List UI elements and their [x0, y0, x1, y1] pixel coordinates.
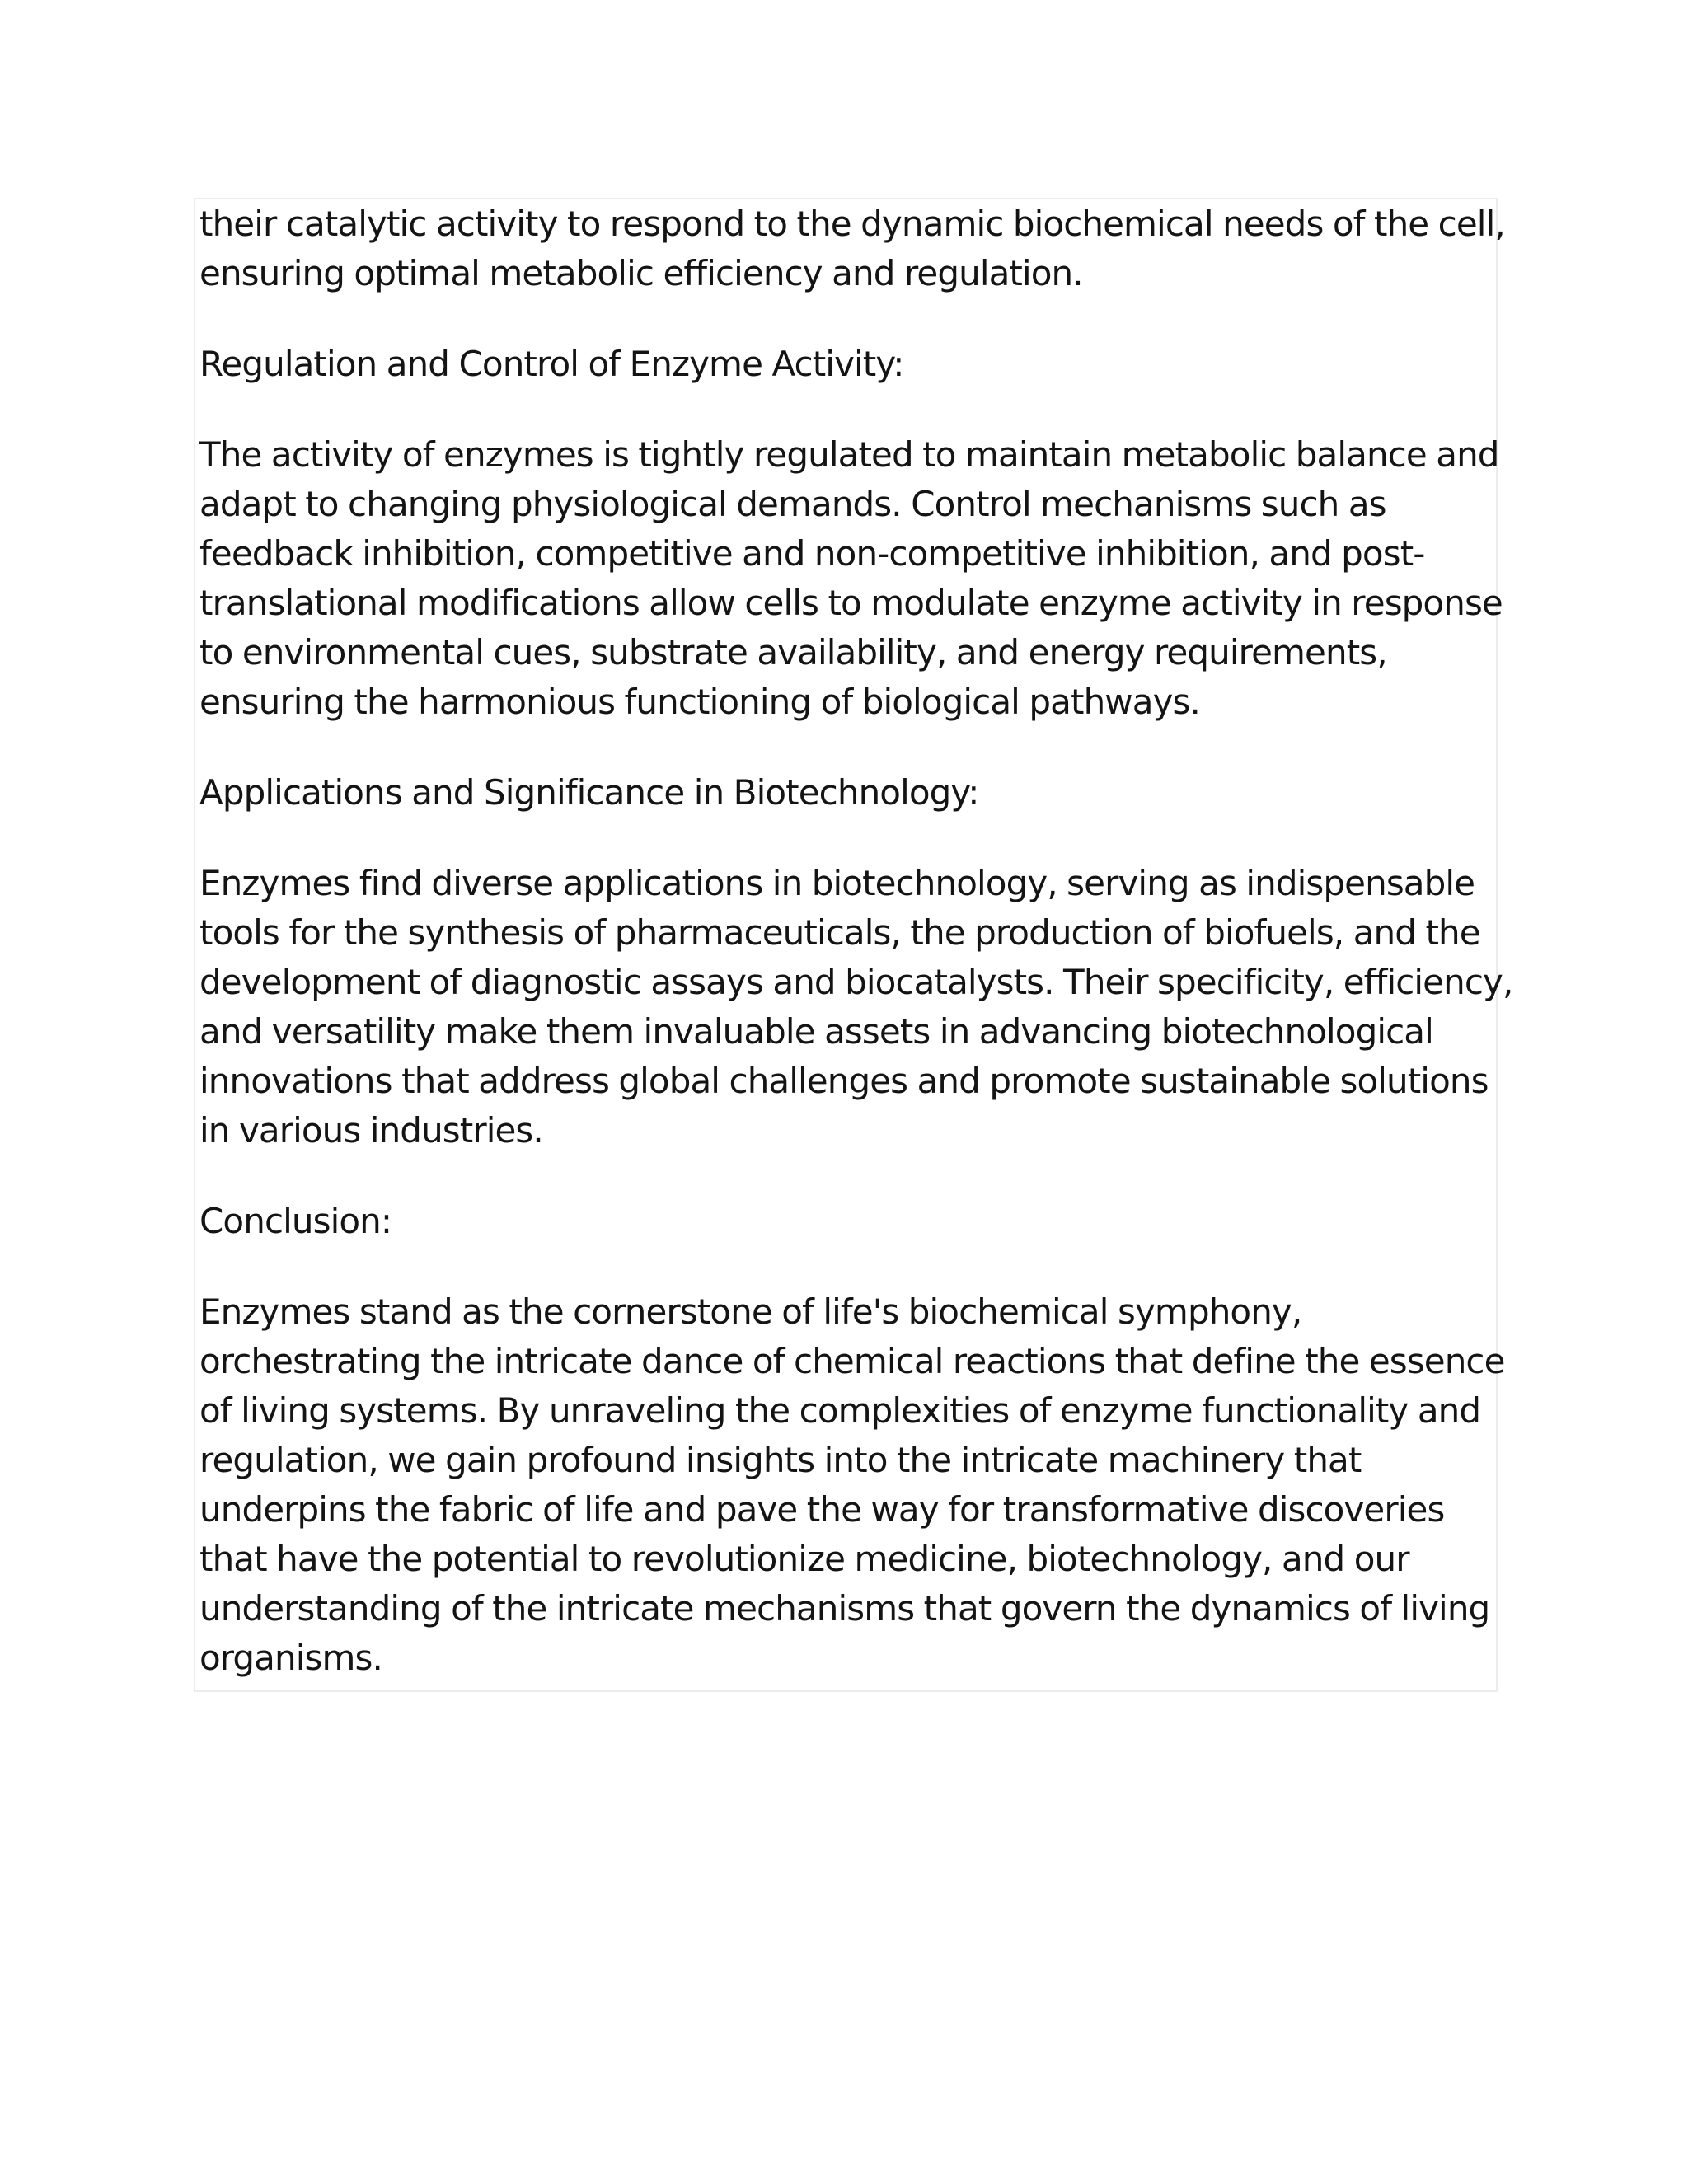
text-line: of living systems. By unraveling the complexities of enzyme functionality and [199, 1390, 1481, 1431]
text-line: regulation, we gain profound insights into the intricate machinery that [199, 1440, 1362, 1480]
text-line: organisms. [199, 1638, 382, 1678]
text-line: understanding of the intricate mechanisms that govern the dynamics of living [199, 1588, 1490, 1629]
paragraph-conclusion [199, 1287, 1505, 1683]
text-line: translational modifications allow cells to modulate enzyme activity in response [199, 583, 1503, 623]
paragraph-applications [199, 859, 1513, 1155]
text-line: underpins the fabric of life and pave the way for transformative discoveries [199, 1489, 1445, 1530]
text-line: adapt to changing physiological demands. Control mechanisms such as [199, 484, 1386, 524]
text-line: innovations that address global challenges and promote sustainable solutions [199, 1061, 1489, 1101]
text-line: their catalytic activity to respond to the dynamic biochemical needs of the cell, [199, 204, 1505, 244]
paragraph-gap [199, 389, 1496, 430]
paragraph-gap [199, 298, 1496, 340]
text-line: ensuring the harmonious functioning of biological pathways. [199, 682, 1200, 722]
text-frame [194, 198, 1513, 1692]
text-line: Enzymes stand as the cornerstone of life's biochemical symphony, [199, 1291, 1302, 1332]
paragraph-gap [199, 818, 1496, 859]
text-line: that have the potential to revolutionize medicine, biotechnology, and our [199, 1539, 1409, 1579]
paragraph-gap [199, 1246, 1496, 1287]
heading-regulation [199, 340, 1496, 389]
text-line: The activity of enzymes is tightly regulated to maintain metabolic balance and [199, 434, 1499, 475]
heading-text: Regulation and Control of Enzyme Activity: [199, 344, 904, 384]
text-line: ensuring optimal metabolic efficiency and regulation. [199, 253, 1083, 293]
heading-applications [199, 768, 1496, 818]
text-line: Enzymes find diverse applications in biotechnology, serving as indispensable [199, 863, 1475, 903]
heading-conclusion [199, 1197, 1496, 1246]
heading-text: Conclusion: [199, 1201, 392, 1241]
paragraph-regulation [199, 430, 1503, 727]
paragraph-gap [199, 1155, 1496, 1197]
text-line: and versatility make them invaluable assets in advancing biotechnological [199, 1011, 1433, 1052]
text-line: in various industries. [199, 1110, 543, 1151]
text-line: feedback inhibition, competitive and non-competitive inhibition, and post- [199, 533, 1425, 574]
text-line: tools for the synthesis of pharmaceuticals, the production of biofuels, and the [199, 912, 1480, 953]
text-line: development of diagnostic assays and biocatalysts. Their specificity, efficiency, [199, 962, 1513, 1002]
paragraph-enzyme-adaptation [199, 199, 1505, 298]
paragraph-gap [199, 727, 1496, 768]
heading-text: Applications and Significance in Biotechnology: [199, 772, 979, 813]
text-line: orchestrating the intricate dance of chemical reactions that define the essence [199, 1341, 1505, 1381]
text-line: to environmental cues, substrate availability, and energy requirements, [199, 632, 1387, 673]
